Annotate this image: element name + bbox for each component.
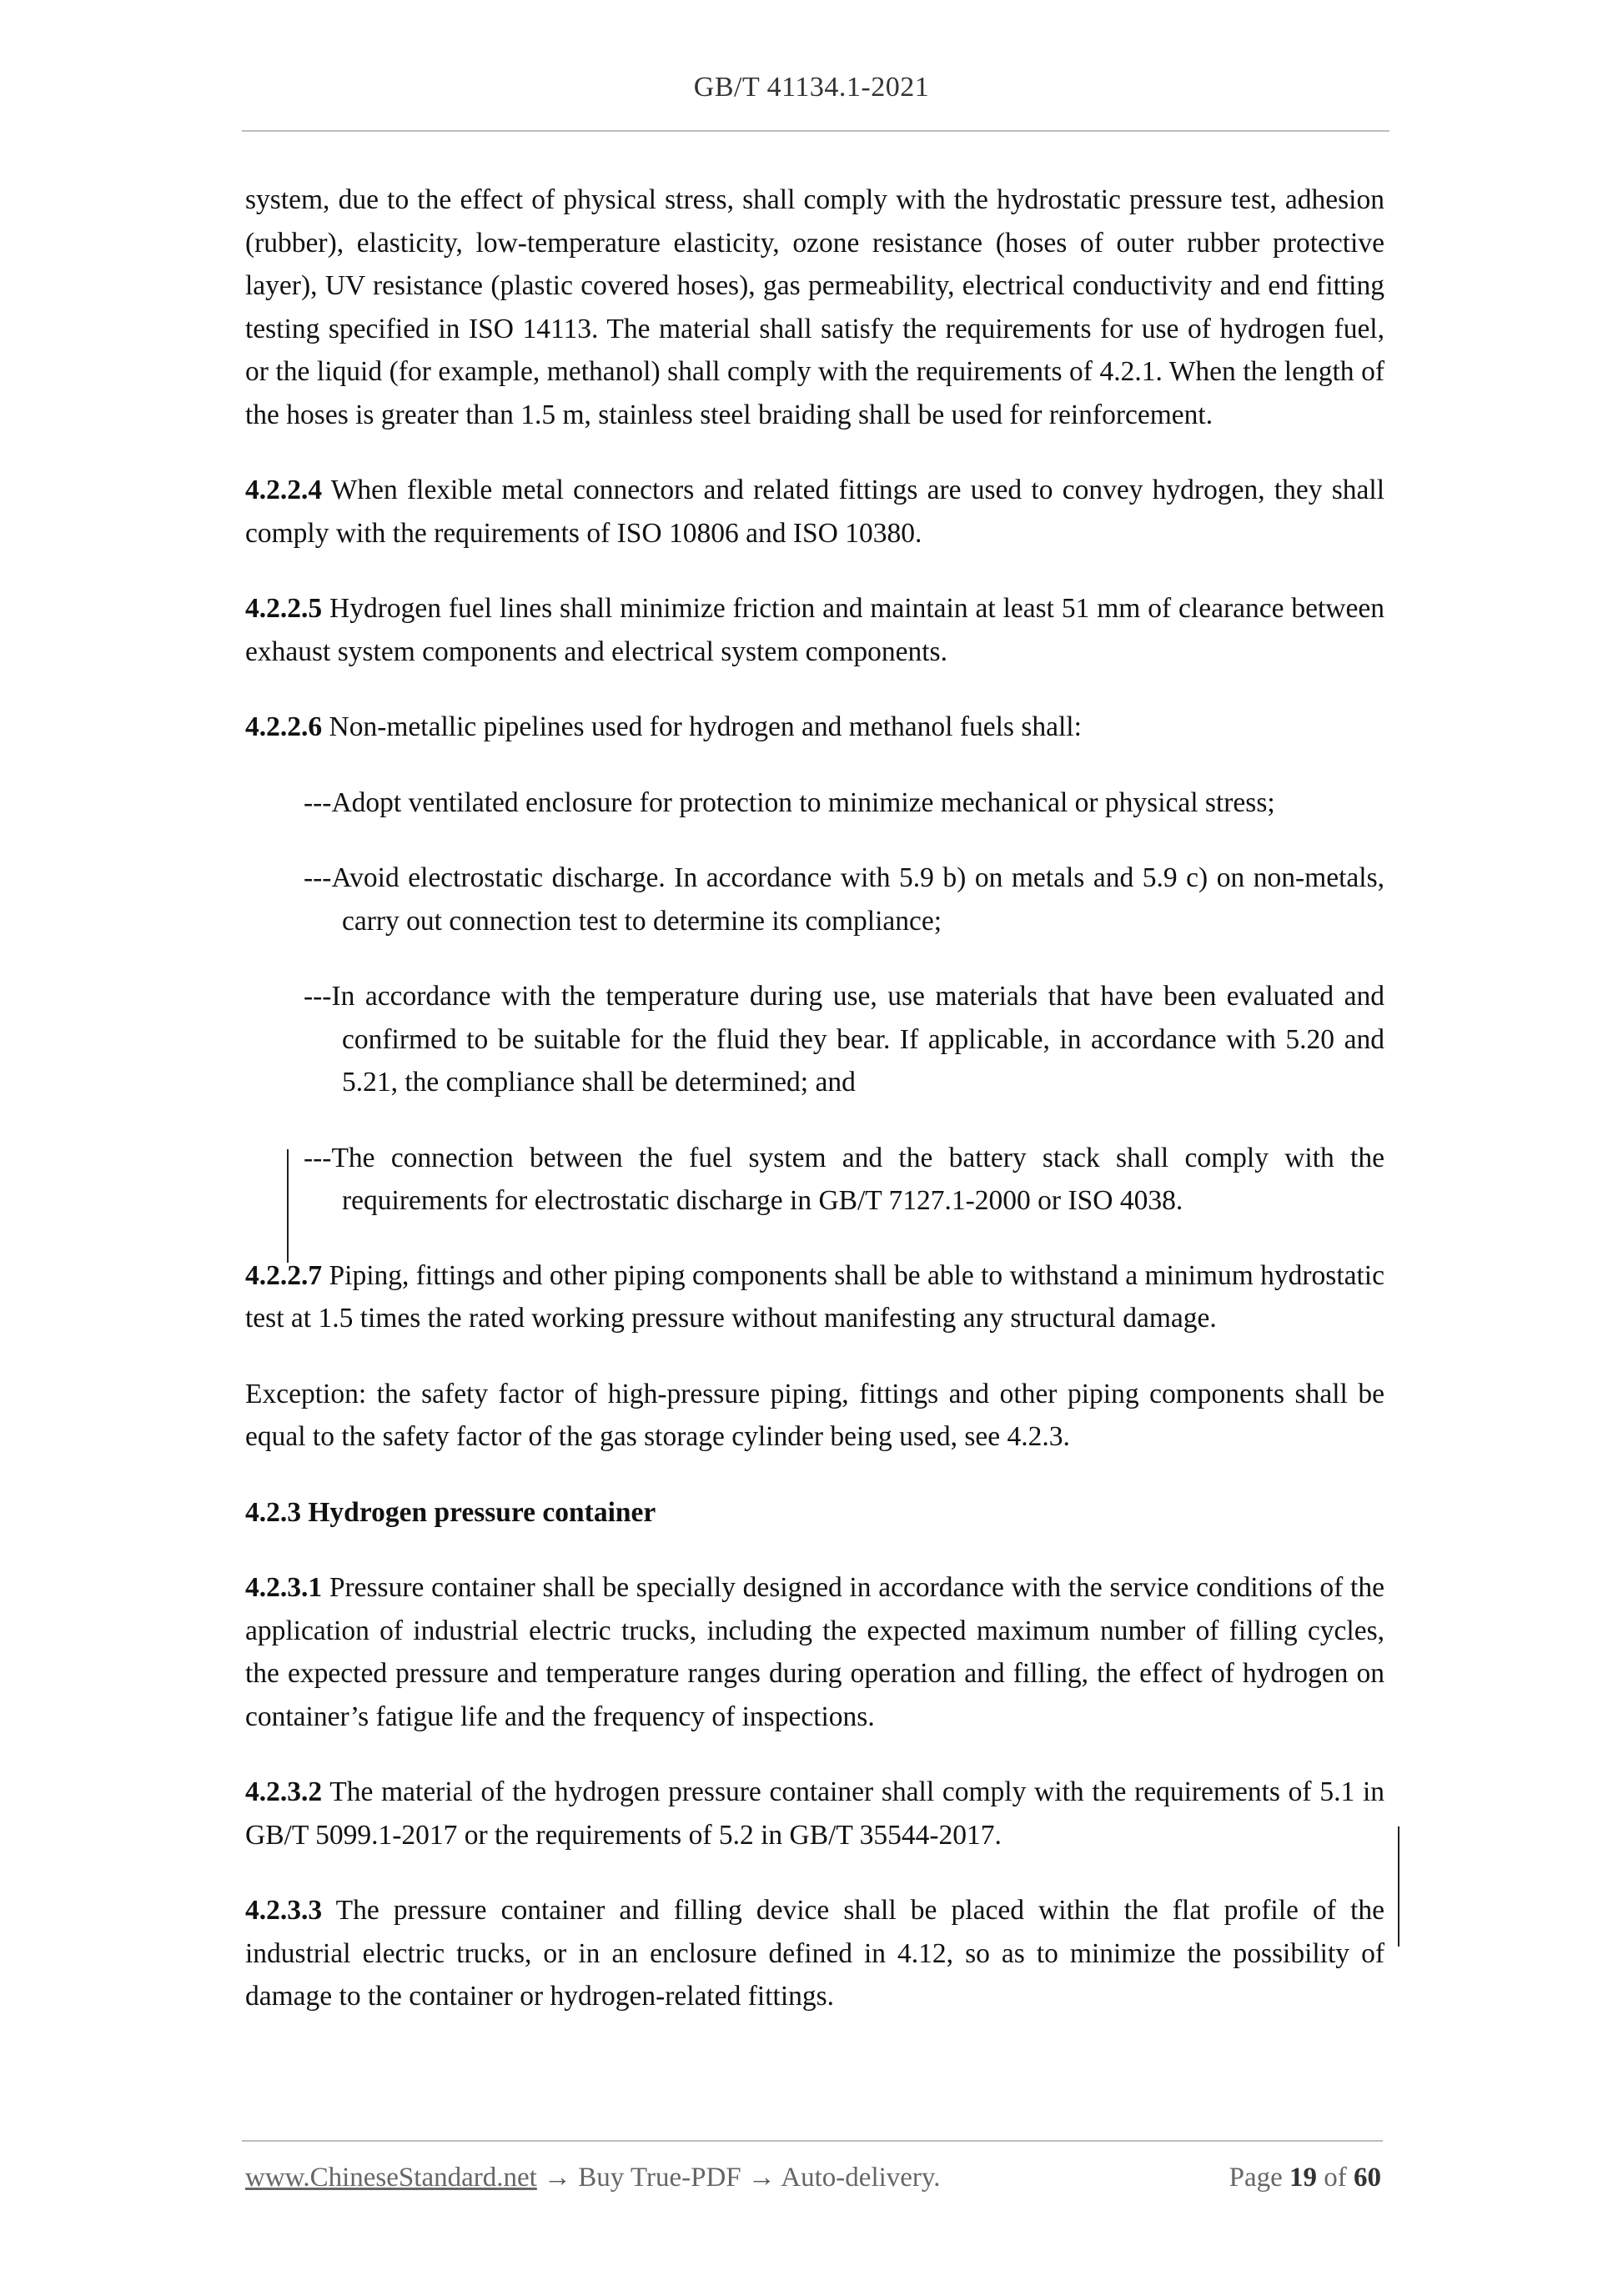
clause-text: Hydrogen fuel lines shall minimize friction and maintain at least 51 mm of clearance between exhaust system components and electrical system components.	[245, 593, 1384, 667]
clause-4-2-2-4	[245, 469, 1384, 555]
clause-number: 4.2.2.6	[245, 711, 323, 742]
clause-number: 4.2.3.1	[245, 1572, 323, 1603]
clause-4-2-3-3	[245, 1889, 1384, 2018]
page-current: 19	[1289, 2163, 1317, 2193]
clause-4-2-2-6	[245, 706, 1384, 749]
document-header: GB/T 41134.1-2021	[693, 72, 930, 103]
page-total: 60	[1354, 2163, 1381, 2193]
list-item: ---The connection between the fuel system and the battery stack shall comply with the requirements for electrostatic discharge in GB/T 7127.1-2000 or ISO 4038.	[304, 1142, 1384, 1216]
clause-number: 4.2.2.5	[245, 593, 323, 624]
list-item: ---Avoid electrostatic discharge. In accordance with 5.9 b) on metals and 5.9 c) on non-metals, carry out connection test to determine its compliance;	[304, 862, 1384, 937]
clause-number: 4.2.2.7	[245, 1259, 323, 1291]
clause-number: 4.2.3.2	[245, 1776, 323, 1807]
clause-4-2-3-1	[245, 1566, 1384, 1738]
clause-4-2-2-5	[245, 587, 1384, 673]
clause-number: 4.2.3.3	[245, 1895, 323, 1926]
clause-4-2-3-2	[245, 1771, 1384, 1856]
page-label: Page	[1229, 2163, 1283, 2193]
auto-delivery-text: Auto-delivery.	[775, 2163, 941, 2193]
change-bar-left	[287, 1149, 289, 1263]
arrow-right-icon: →	[747, 2163, 776, 2193]
buy-true-pdf-text: Buy True-PDF	[571, 2163, 748, 2193]
clause-text: The pressure container and filling device shall be placed within the flat profile of the industrial electric trucks, or in an enclosure defined in 4.12, so as to minimize the possibility of damage to the container or hydrogen-related fittings.	[245, 1895, 1384, 2012]
list-item: ---In accordance with the temperature during use, use materials that have been evaluated and confirmed to be suitable for the fluid they bear. If applicable, in accordance with 5.20 and 5.21, the compliance shall be determined; and	[304, 981, 1384, 1098]
clause-text: Pressure container shall be specially designed in accordance with the service conditions of the application of industrial electric trucks, including the expected maximum number of filling cycles, the expected pressure and temperature ranges during operation and filling, the effect of hydrogen on container’s fatigue life and the frequency of inspections.	[245, 1572, 1384, 1732]
page-indicator	[1229, 2163, 1381, 2193]
clause-number: 4.2.2.4	[245, 475, 323, 505]
clause-text: The material of the hydrogen pressure container shall comply with the requirements of 5.1 in GB/T 5099.1-2017 or the requirements of 5.2 in GB/T 35544-2017.	[245, 1776, 1384, 1851]
clause-text: Piping, fittings and other piping components shall be able to withstand a minimum hydrostatic test at 1.5 times the rated working pressure without manifesting any structural damage.	[245, 1259, 1384, 1334]
of-label: of	[1324, 2163, 1347, 2193]
change-bar-right	[1398, 1826, 1399, 1947]
section-heading-4-2-3: 4.2.3 Hydrogen pressure container	[245, 1496, 656, 1528]
clause-4-2-2-7	[245, 1254, 1384, 1340]
clause-text: Non-metallic pipelines used for hydrogen and methanol fuels shall:	[322, 711, 1082, 742]
exception-paragraph: Exception: the safety factor of high-pressure piping, fittings and other piping components shall be equal to the safety factor of the gas storage cylinder being used, see 4.2.3.	[245, 1378, 1384, 1452]
paragraph-continued: system, due to the effect of physical stress, shall comply with the hydrostatic pressure test, adhesion (rubber), elasticity, low-temperature elasticity, ozone resistance (hoses of outer rubber protective layer), UV resistance (plastic covered hoses), gas permeability, electrical conductivity and end fitting testing specified in ISO 14113. The material shall satisfy the requirements for use of hydrogen fuel, or the liquid (for example, methanol) shall comply with the requirements of 4.2.1. When the length of the hoses is greater than 1.5 m, stainless steel braiding shall be used for reinforcement.	[245, 184, 1384, 430]
arrow-right-icon: →	[544, 2163, 572, 2193]
list-item: ---Adopt ventilated enclosure for protection to minimize mechanical or physical stress;	[304, 786, 1275, 818]
page-body	[245, 178, 1384, 2018]
footer-left	[245, 2163, 941, 2193]
clause-text: When flexible metal connectors and related fittings are used to convey hydrogen, they shall comply with the requirements of ISO 10806 and ISO 10380.	[245, 475, 1384, 549]
footer-rule	[242, 2140, 1383, 2142]
site-link[interactable]: www.ChineseStandard.net	[245, 2163, 537, 2193]
header-rule	[242, 130, 1389, 132]
